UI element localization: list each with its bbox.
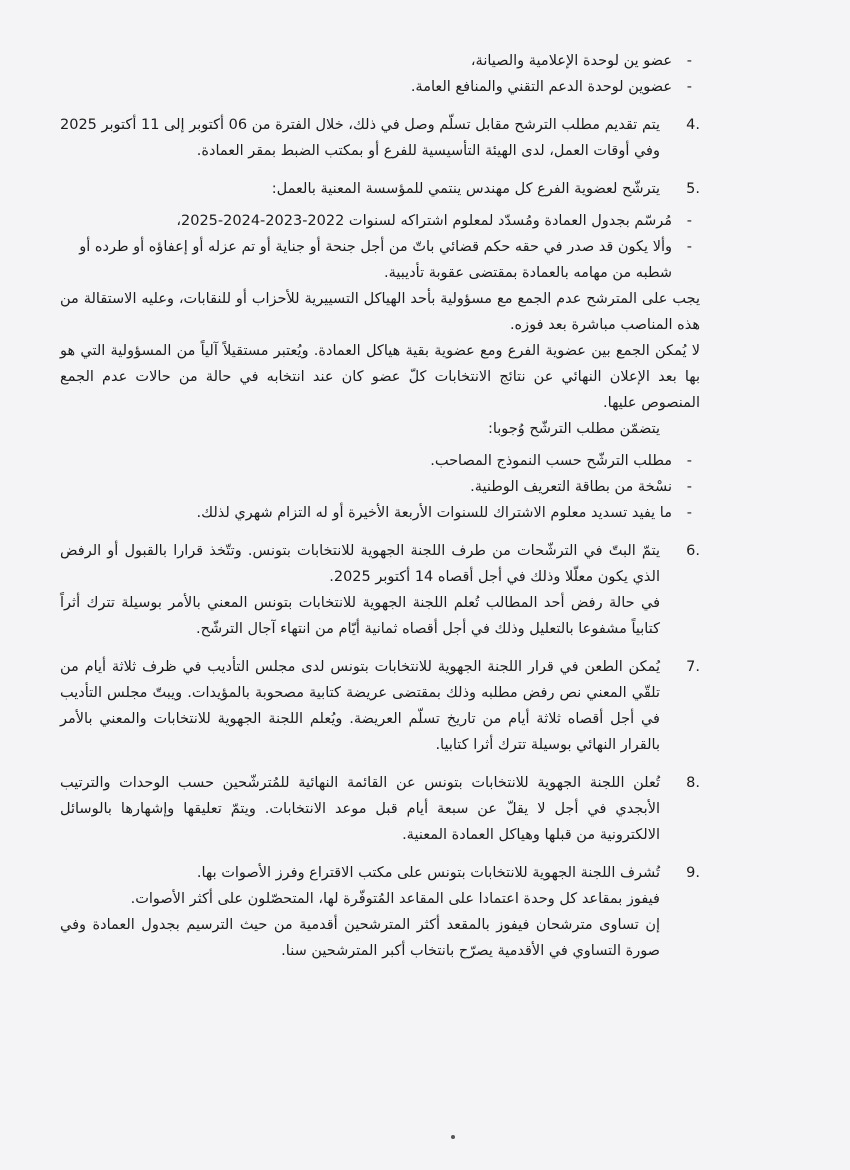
unit-members-list bbox=[60, 48, 700, 100]
list-item: - عضوين لوحدة الدعم التقني والمنافع العامة. bbox=[410, 79, 692, 95]
clause-number: 7. bbox=[686, 659, 700, 675]
list-item: - مطلب الترشّح حسب النموذج المصاحب. bbox=[430, 453, 692, 469]
eligibility-list bbox=[60, 208, 700, 286]
requirements-list bbox=[60, 448, 700, 526]
clause-subtext: في حالة رفض أحد المطالب تُعلم اللجنة الجهوية للانتخابات بتونس المعني بالأمر بوسيلة تترك أثراً كتابياً مشفوعا بالتعليل وذلك في أجل أقصاه ثمانية أيّام من انتهاء آجال الترشّح. bbox=[60, 595, 660, 637]
scan-speck bbox=[451, 1135, 455, 1139]
clause-subtext: فيفوز بمقاعد كل وحدة اعتمادا على المقاعد المُتوفّرة لها، المتحصّلون على أكثر الأصوات. bbox=[130, 891, 660, 907]
list-item: - عضو ين لوحدة الإعلامية والصيانة، bbox=[470, 53, 692, 69]
clause-9 bbox=[60, 860, 700, 964]
list-item: - وألا يكون قد صدر في حقه حكم قضائي باتّ من أجل جنحة أو جناية أو تم عزله أو إعفاؤه أو طرده أو شطبه من مهامه بالعمادة بمقتضى عقوبة تأديبية. bbox=[79, 239, 692, 281]
list-item: - ما يفيد تسديد معلوم الاشتراك للسنوات الأربعة الأخيرة أو له التزام شهري لذلك. bbox=[196, 505, 692, 521]
clause-8 bbox=[60, 770, 700, 848]
clause-text: يترشّح لعضوية الفرع كل مهندس ينتمي للمؤسسة المعنية بالعمل: bbox=[271, 181, 660, 197]
clause-text: تُعلن اللجنة الجهوية للانتخابات بتونس عن القائمة النهائية للمُترشّحين حسب الوحدات والترتيب الأبجدي في أجل لا يقلّ عن سبعة أيام قبل موعد الانتخابات. ويتمّ تعليقها وإشهارها بالوسائل الالكترونية من قبلها وهياكل العمادة المعنية. bbox=[60, 775, 660, 843]
clause-6 bbox=[60, 538, 700, 642]
clause-5 bbox=[60, 176, 700, 202]
clause-text: يُمكن الطعن في قرار اللجنة الجهوية للانتخابات بتونس لدى مجلس التأديب في ظرف ثلاثة أيام من تلقّي المعني نص رفض مطلبه وذلك بمقتضى عريضة كتابية مصحوبة بالمؤيدات. ويبتّ مجلس التأديب في أجل أقصاه ثلاثة أيام من تاريخ تسلّم العريضة. ويُعلم اللجنة الجهوية للانتخابات والمعني بالأمر بالقرار النهائي بوسيلة تترك أثرا كتابيا. bbox=[60, 659, 660, 753]
clause-subtext: إن تساوى مترشحان فيفوز بالمقعد أكثر المترشحين أقدمية من حيث الترسيم بجدول العمادة وفي صورة التساوي في الأقدمية يصرّح بانتخاب أكبر المترشحين سنا. bbox=[60, 917, 660, 959]
list-item: - نسْخة من بطاقة التعريف الوطنية. bbox=[470, 479, 692, 495]
clause-number: 5. bbox=[686, 181, 700, 197]
clause-text: يتمّ البتّ في الترشّحات من طرف اللجنة الجهوية للانتخابات بتونس. وتتّخذ قرارا بالقبول أو الرفض الذي يكون معلّلا وذلك في أجل أقصاه 14 أكتوبر 2025. bbox=[60, 543, 660, 585]
paragraph-no-party-role: يجب على المترشح عدم الجمع مع مسؤولية بأحد الهياكل التسييرية للأحزاب أو للنقابات، وعليه الاستقالة من هذه المناصب مباشرة بعد فوزه. bbox=[60, 291, 700, 333]
clause-text: تُشرف اللجنة الجهوية للانتخابات بتونس على مكتب الاقتراع وفرز الأصوات بها. bbox=[196, 865, 660, 881]
clause-4 bbox=[60, 112, 700, 164]
clause-number: 9. bbox=[686, 865, 700, 881]
requirements-intro: يتضمّن مطلب الترشّح وُجوبا: bbox=[487, 421, 660, 437]
clause-text: يتم تقديم مطلب الترشح مقابل تسلّم وصل في ذلك، خلال الفترة من 06 أكتوبر إلى 11 أكتوبر 2025 وفي أوقات العمل، لدى الهيئة التأسيسية للفرع أو بمكتب الضبط بمقر العمادة. bbox=[60, 117, 661, 159]
list-item: - مُرسّم بجدول العمادة ومُسدّد لمعلوم اشتراكه لسنوات 2022-2023-2024-2025، bbox=[176, 213, 692, 229]
paragraph-no-combination: لا يُمكن الجمع بين عضوية الفرع ومع عضوية بقية هياكل العمادة. ويُعتبر مستقيلاً آلياً من المسؤولية التي هو بها بعد الإعلان النهائي عن نتائج الانتخابات كلّ عضو كان عند انتخابه في حالة من حالات عدم الجمع المنصوص عليها. bbox=[60, 343, 700, 411]
clause-7 bbox=[60, 654, 700, 758]
clause-number: 4. bbox=[686, 117, 700, 133]
clause-number: 6. bbox=[686, 543, 700, 559]
clause-number: 8. bbox=[686, 775, 700, 791]
